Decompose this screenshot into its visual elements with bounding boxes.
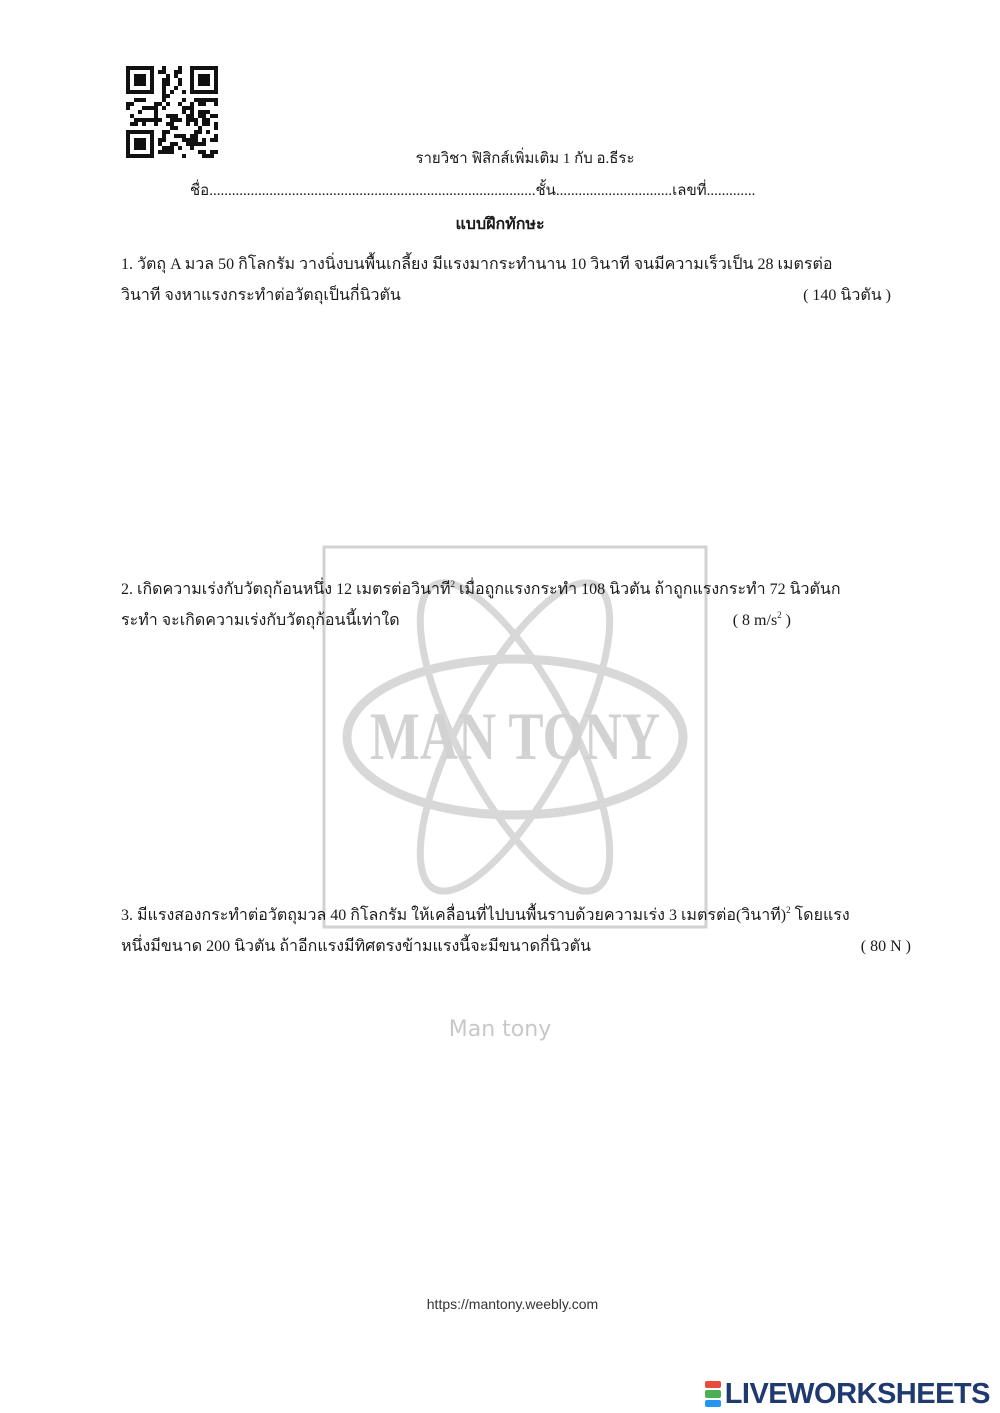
question-3 — [121, 900, 911, 962]
question-2-answer-a: ( 8 m/s — [732, 612, 778, 629]
liveworksheets-brand-text: LIVEWORKSHEETS — [724, 1377, 990, 1410]
name-field[interactable]: ....................................................................................... — [209, 183, 536, 199]
number-label: เลขที่ — [672, 183, 707, 199]
question-3-line-2-row — [121, 931, 911, 962]
question-2-answer — [733, 605, 791, 636]
question-3-line-1-b: โดยแรง — [790, 907, 850, 924]
liveworksheets-brand[interactable] — [705, 1379, 990, 1409]
question-2 — [121, 574, 911, 636]
question-1-answer: ( 140 นิวตัน ) — [803, 287, 891, 304]
qr-code — [126, 66, 218, 158]
watermark-logo-text: MAN TONY — [370, 698, 660, 774]
class-field[interactable]: ............................... — [555, 183, 673, 199]
question-1-line-2-row — [121, 280, 911, 311]
question-3-line-1 — [121, 900, 911, 931]
subject-line: รายวิชา ฟิสิกส์เพิ่มเติม 1 กับ อ.ธีระ — [415, 151, 635, 167]
student-info-line — [190, 178, 755, 202]
superscript: 2 — [786, 905, 791, 915]
question-2-line-1 — [121, 574, 911, 605]
question-2-answer-b: ) — [781, 612, 791, 629]
footer-url[interactable]: https://mantony.weebly.com — [426, 1296, 599, 1312]
question-3-line-1-a: 3. มีแรงสองกระทำต่อวัตถุมวล 40 กิโลกรัม ให้เคลื่อนที่ไปบนพื้นราบด้วยความเร่ง 3 เมตรต่อ(วินาที) — [121, 907, 787, 924]
number-field[interactable]: ............. — [706, 183, 756, 199]
superscript: 2 — [450, 579, 456, 589]
name-label: ชื่อ — [190, 183, 210, 199]
superscript: 2 — [777, 610, 782, 620]
question-2-line-1-a: 2. เกิดความเร่งกับวัตถุก้อนหนึ่ง 12 เมตรต่อวินาที — [121, 581, 451, 598]
question-2-line-2: ระทำ จะเกิดความเร่งกับวัตถุก้อนนี้เท่าใด — [121, 612, 400, 629]
question-2-line-1-b: เมื่อถูกแรงกระทำ 108 นิวตัน ถ้าถูกแรงกระทำ 72 นิวตันก — [455, 581, 841, 598]
class-label: ชั้น — [535, 183, 556, 199]
question-3-answer: ( 80 N ) — [860, 938, 911, 955]
watermark-caption: Man tony — [448, 1017, 552, 1042]
liveworksheets-logo-icon — [705, 1381, 721, 1407]
worksheet-title: แบบฝึกทักษะ — [455, 216, 545, 233]
question-2-line-2-row — [121, 605, 911, 636]
question-1-line-2: วินาที จงหาแรงกระทำต่อวัตถุเป็นกี่นิวตัน — [121, 287, 401, 304]
question-1-line-1: 1. วัตถุ A มวล 50 กิโลกรัม วางนิ่งบนพื้นเกลี้ยง มีแรงมากระทำนาน 10 วินาที จนมีความเร็วเป็น 28 เมตรต่อ — [121, 256, 833, 273]
question-3-line-2: หนึ่งมีขนาด 200 นิวตัน ถ้าอีกแรงมีทิศตรงข้ามแรงนี้จะมีขนาดกี่นิวตัน — [121, 938, 591, 955]
question-1 — [121, 249, 911, 311]
